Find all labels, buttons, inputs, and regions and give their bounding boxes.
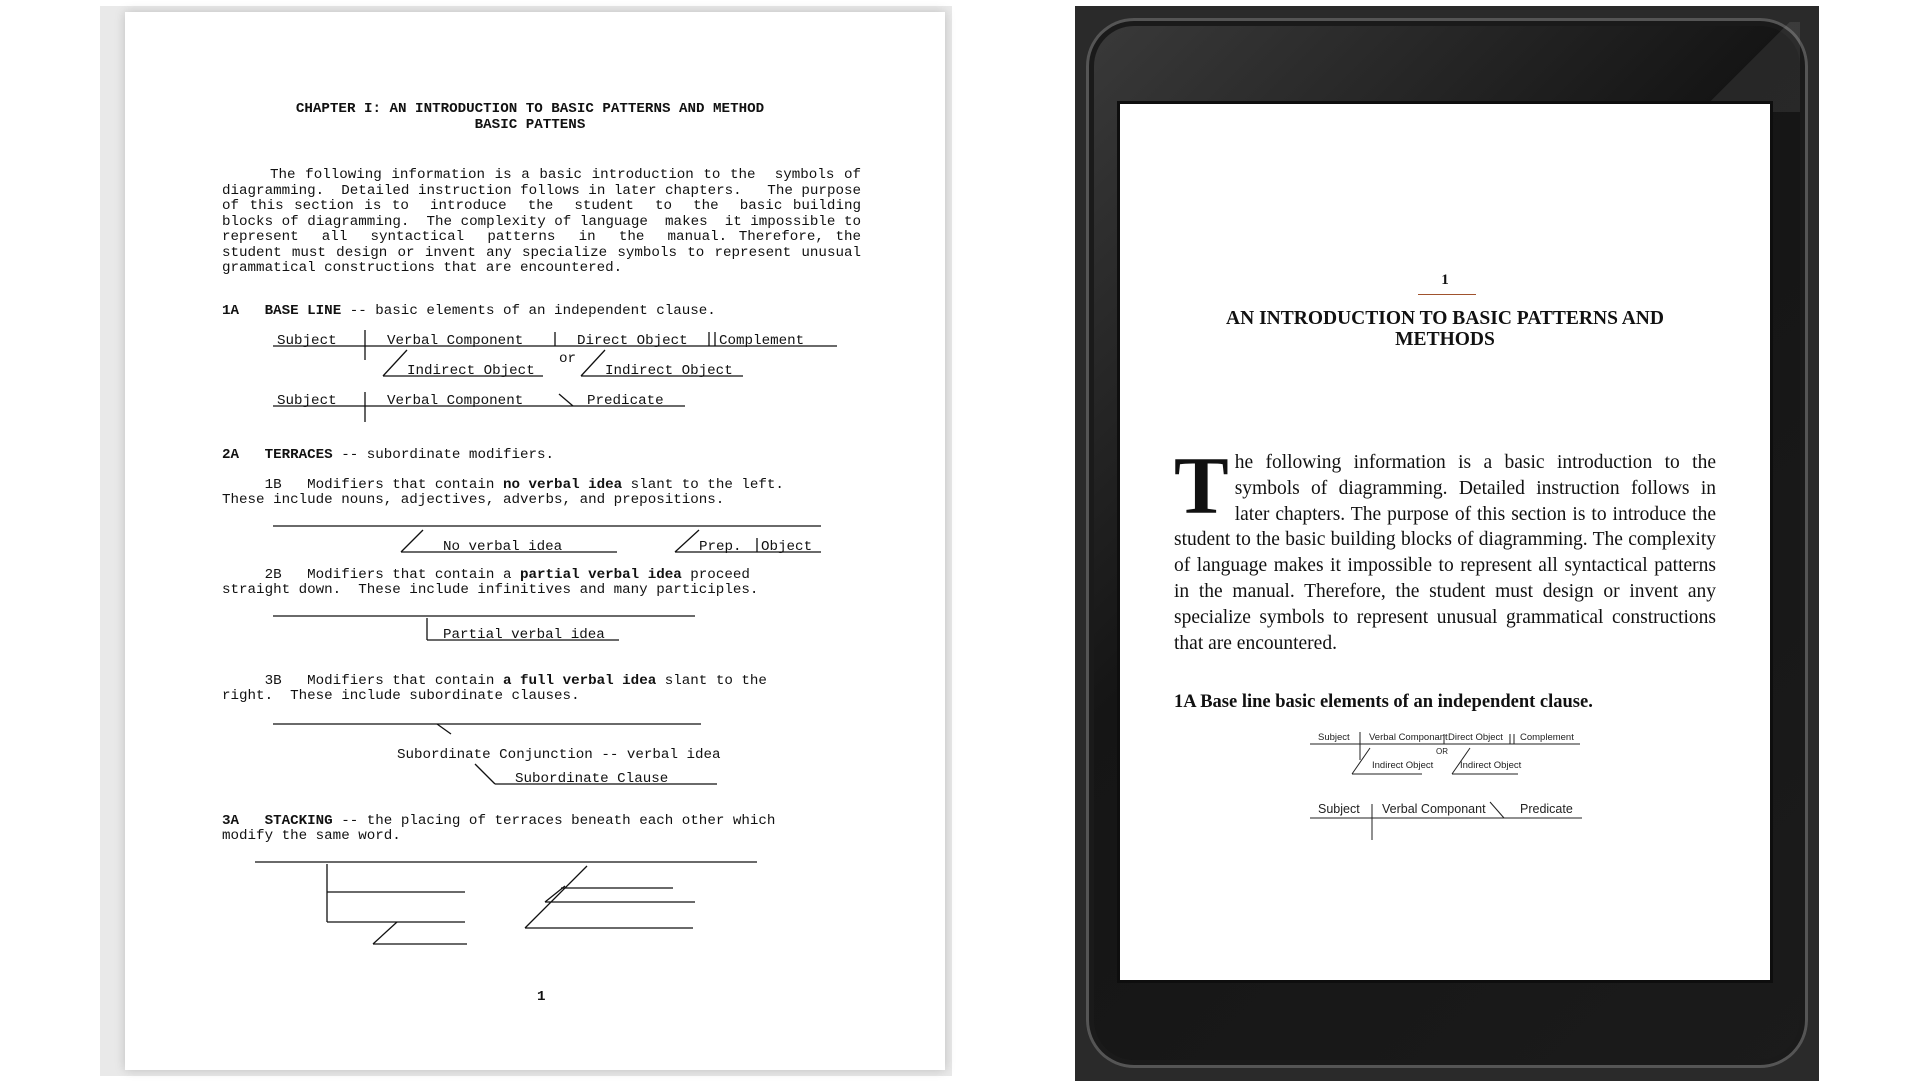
section-2b-text-end: proceed [681, 567, 750, 583]
body-text: he following information is a basic introduction to the symbols of diagramming. Detailed instruction follows in later chapters. The purpose of this section is to introduce the student to the basic building blocks of diagramming. The complexity of language makes it impossible to represent all syntactical patterns in the manual. Therefore, the student must design or invent any specialize symbols to represent unusual grammatical constructions that are encountered. [1174, 452, 1716, 654]
diagram-sub-conjunction-label: Subordinate Conjunction -- verbal idea [397, 747, 721, 763]
ereader-diagram-indirect-object: Indirect Object [1372, 760, 1434, 771]
scanned-page [125, 12, 945, 1070]
section-1a-heading: BASE LINE [264, 303, 342, 319]
section-2a-heading: TERRACES [264, 447, 333, 463]
section-3b-text: 3B Modifiers that contain [222, 673, 503, 689]
section-1b-text: 1B Modifiers that contain [222, 477, 503, 493]
diagram-predicate-label: Predicate [587, 393, 664, 409]
chapter-title: AN INTRODUCTION TO BASIC PATTERNS AND METHODS [1226, 308, 1664, 350]
diagram-or-label: or [559, 351, 577, 367]
section-1a-number: 1A [222, 303, 240, 319]
section-1b-text-end: slant to the left. [622, 477, 784, 493]
tablet-glare [1690, 22, 1800, 112]
ereader-screen [1120, 104, 1770, 980]
diagram-direct-object-label: Direct Object [577, 333, 688, 349]
section-3b-text-end: slant to the [656, 673, 767, 689]
section-heading: 1A Base line basic elements of an independent clause. [1174, 692, 1593, 712]
section-2b-line-2: straight down. These include infinitives and many participles. [222, 582, 759, 598]
ereader-diagram-or: OR [1436, 747, 1448, 756]
ereader-diagram-complement: Complement [1520, 732, 1574, 743]
diagram-no-verbal-label: No verbal idea [443, 539, 563, 555]
ereader-diagram-subject: Subject [1318, 732, 1350, 743]
ereader-diagram-direct-object: Direct Object [1448, 732, 1503, 743]
section-3b-line-2: right. These include subordinate clauses. [222, 688, 580, 704]
section-1b-emphasis: no verbal idea [502, 477, 623, 493]
diagram-object-label: Object [761, 539, 813, 555]
page-title-line-1: CHAPTER I: AN INTRODUCTION TO BASIC PATTERNS AND METHOD [295, 101, 765, 117]
drop-cap: T [1174, 440, 1229, 531]
section-3a-heading: STACKING [264, 813, 333, 829]
page-title-line-2: BASIC PATTENS [474, 116, 586, 133]
diagram-prep-label: Prep. [699, 539, 742, 555]
section-2a [222, 448, 554, 464]
diagram-indirect-object-label: Indirect Object [605, 363, 733, 379]
ereader-diagram-verbal: Verbal Componant [1382, 802, 1486, 816]
diagram-subject-label: Subject [277, 393, 337, 409]
chapter-number: 1 [1441, 272, 1449, 288]
section-2b-text: 2B Modifiers that contain a [222, 567, 520, 583]
diagram-verbal-label: Verbal Component [387, 333, 524, 349]
diagram-indirect-object-label: Indirect Object [407, 363, 535, 379]
ereader-diagram-indirect-object: Indirect Object [1460, 760, 1522, 771]
diagram-sub-clause-label: Subordinate Clause [515, 771, 669, 787]
diagram-complement-label: Complement [719, 333, 805, 349]
section-3a-number: 3A [222, 813, 240, 829]
section-3b-emphasis: a full verbal idea [502, 673, 657, 689]
diagram-verbal-label: Verbal Component [387, 393, 524, 409]
section-1a-text: -- basic elements of an independent clause. [341, 303, 716, 319]
ereader-diagram [1120, 104, 1770, 980]
section-2a-number: 2A [222, 447, 240, 463]
section-3a-text: -- the placing of terraces beneath each other which [332, 813, 776, 829]
ereader-diagram-verbal: Verbal Componant [1369, 732, 1448, 743]
section-3a-line-2: modify the same word. [222, 828, 401, 844]
section-1b-line-2: These include nouns, adjectives, adverbs, and prepositions. [222, 492, 725, 508]
diagram-partial-verbal-label: Partial verbal idea [443, 627, 605, 643]
ereader-diagram-subject: Subject [1318, 802, 1360, 816]
section-2b-emphasis: partial verbal idea [520, 567, 682, 583]
page-number: 1 [537, 989, 546, 1005]
ereader-diagram-predicate: Predicate [1520, 802, 1573, 816]
intro-paragraph: The following information is a basic introduction to the symbols of diagramming. Detailed instruction follows in later chapters. The purpose of this section is to introduce the student to the basic building blocks of diagramming. The complexity of language makes it impossible to represent all syntactical patterns in the manual. Therefore, the student must design or invent any specialize symbols to represent unusual grammatical constructions that are encountered. [222, 167, 879, 276]
diagram-subject-label: Subject [277, 333, 337, 349]
section-2a-text: -- subordinate modifiers. [332, 447, 555, 463]
